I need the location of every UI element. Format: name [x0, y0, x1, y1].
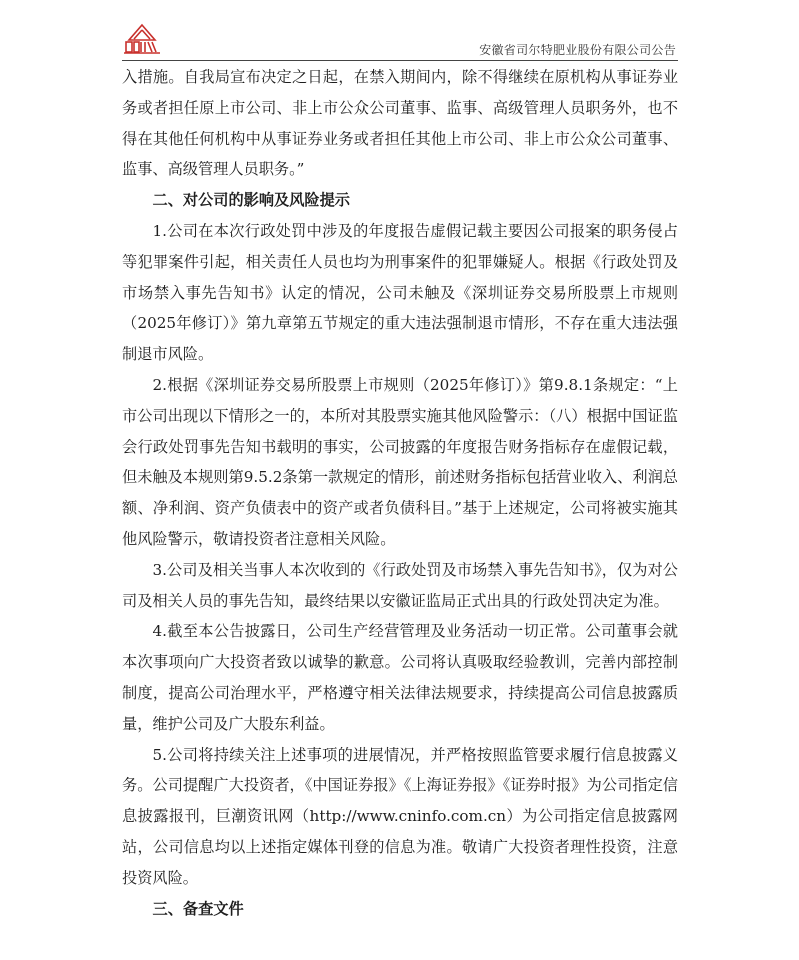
header-company-name: 安徽省司尔特肥业股份有限公司公告 [479, 43, 676, 57]
paragraph-item-2: 2.根据《深圳证券交易所股票上市规则（2025年修订）》第9.8.1条规定：“上市公司出现以下情形之一的，本所对其股票实施其他风险警示：（八）根据中国证监会行政处罚事先告知书载明的事实，公司披露的年度报告财务指标存在虚假记载，但未触及本规则第9.5.2条第一款规定的情形，前述财务指标包括营业收入、利润总额、净利润、资产负债表中的资产或者负债科目。”基于上述规定，公司将被实施其他风险警示，敬请投资者注意相关风险。 [122, 375, 678, 548]
section-heading-documents: 三、备查文件 [152, 899, 244, 918]
section-heading-impact: 二、对公司的影响及风险提示 [152, 191, 350, 210]
paragraph-continuation: 入措施。自我局宣布决定之日起，在禁入期间内，除不得继续在原机构从事证券业务或者担任原上市公司、非上市公众公司董事、监事、高级管理人员职务外，也不得在其他任何机构中从事证券业务或者担任其他上市公司、非上市公众公司董事、监事、高级管理人员职务。” [122, 68, 678, 179]
paragraph-item-5: 5.公司将持续关注上述事项的进展情况，并严格按照监管要求履行信息披露义务。公司提醒广大投资者，《中国证券报》《上海证券报》《证券时报》为公司指定信息披露报刊，巨潮资讯网（http://www.cninfo.com.cn）为公司指定信息披露网站，公司信息均以上述指定媒体刊登的信息为准。敬请广大投资者理性投资，注意投资风险。 [122, 745, 678, 887]
paragraph-item-4: 4.截至本公告披露日，公司生产经营管理及业务活动一切正常。公司董事会就本次事项向广大投资者致以诚挚的歉意。公司将认真吸取经验教训，完善内部控制制度，提高公司治理水平，严格遵守相关法律法规要求，持续提高公司信息披露质量，维护公司及广大股东利益。 [122, 622, 678, 733]
page-header [122, 22, 678, 61]
document-body [122, 62, 678, 924]
paragraph-item-3: 3.公司及相关当事人本次收到的《行政处罚及市场禁入事先告知书》，仅为对公司及相关人员的事先告知，最终结果以安徽证监局正式出具的行政处罚决定为准。 [122, 560, 678, 610]
company-logo-icon [122, 22, 162, 56]
paragraph-item-1: 1.公司在本次行政处罚中涉及的年度报告虚假记载主要因公司报案的职务侵占等犯罪案件引起，相关责任人员也均为刑事案件的犯罪嫌疑人。根据《行政处罚及市场禁入事先告知书》认定的情况，公司未触及《深圳证券交易所股票上市规则（2025年修订）》第九章第五节规定的重大违法强制退市情形，不存在重大违法强制退市风险。 [122, 221, 678, 364]
